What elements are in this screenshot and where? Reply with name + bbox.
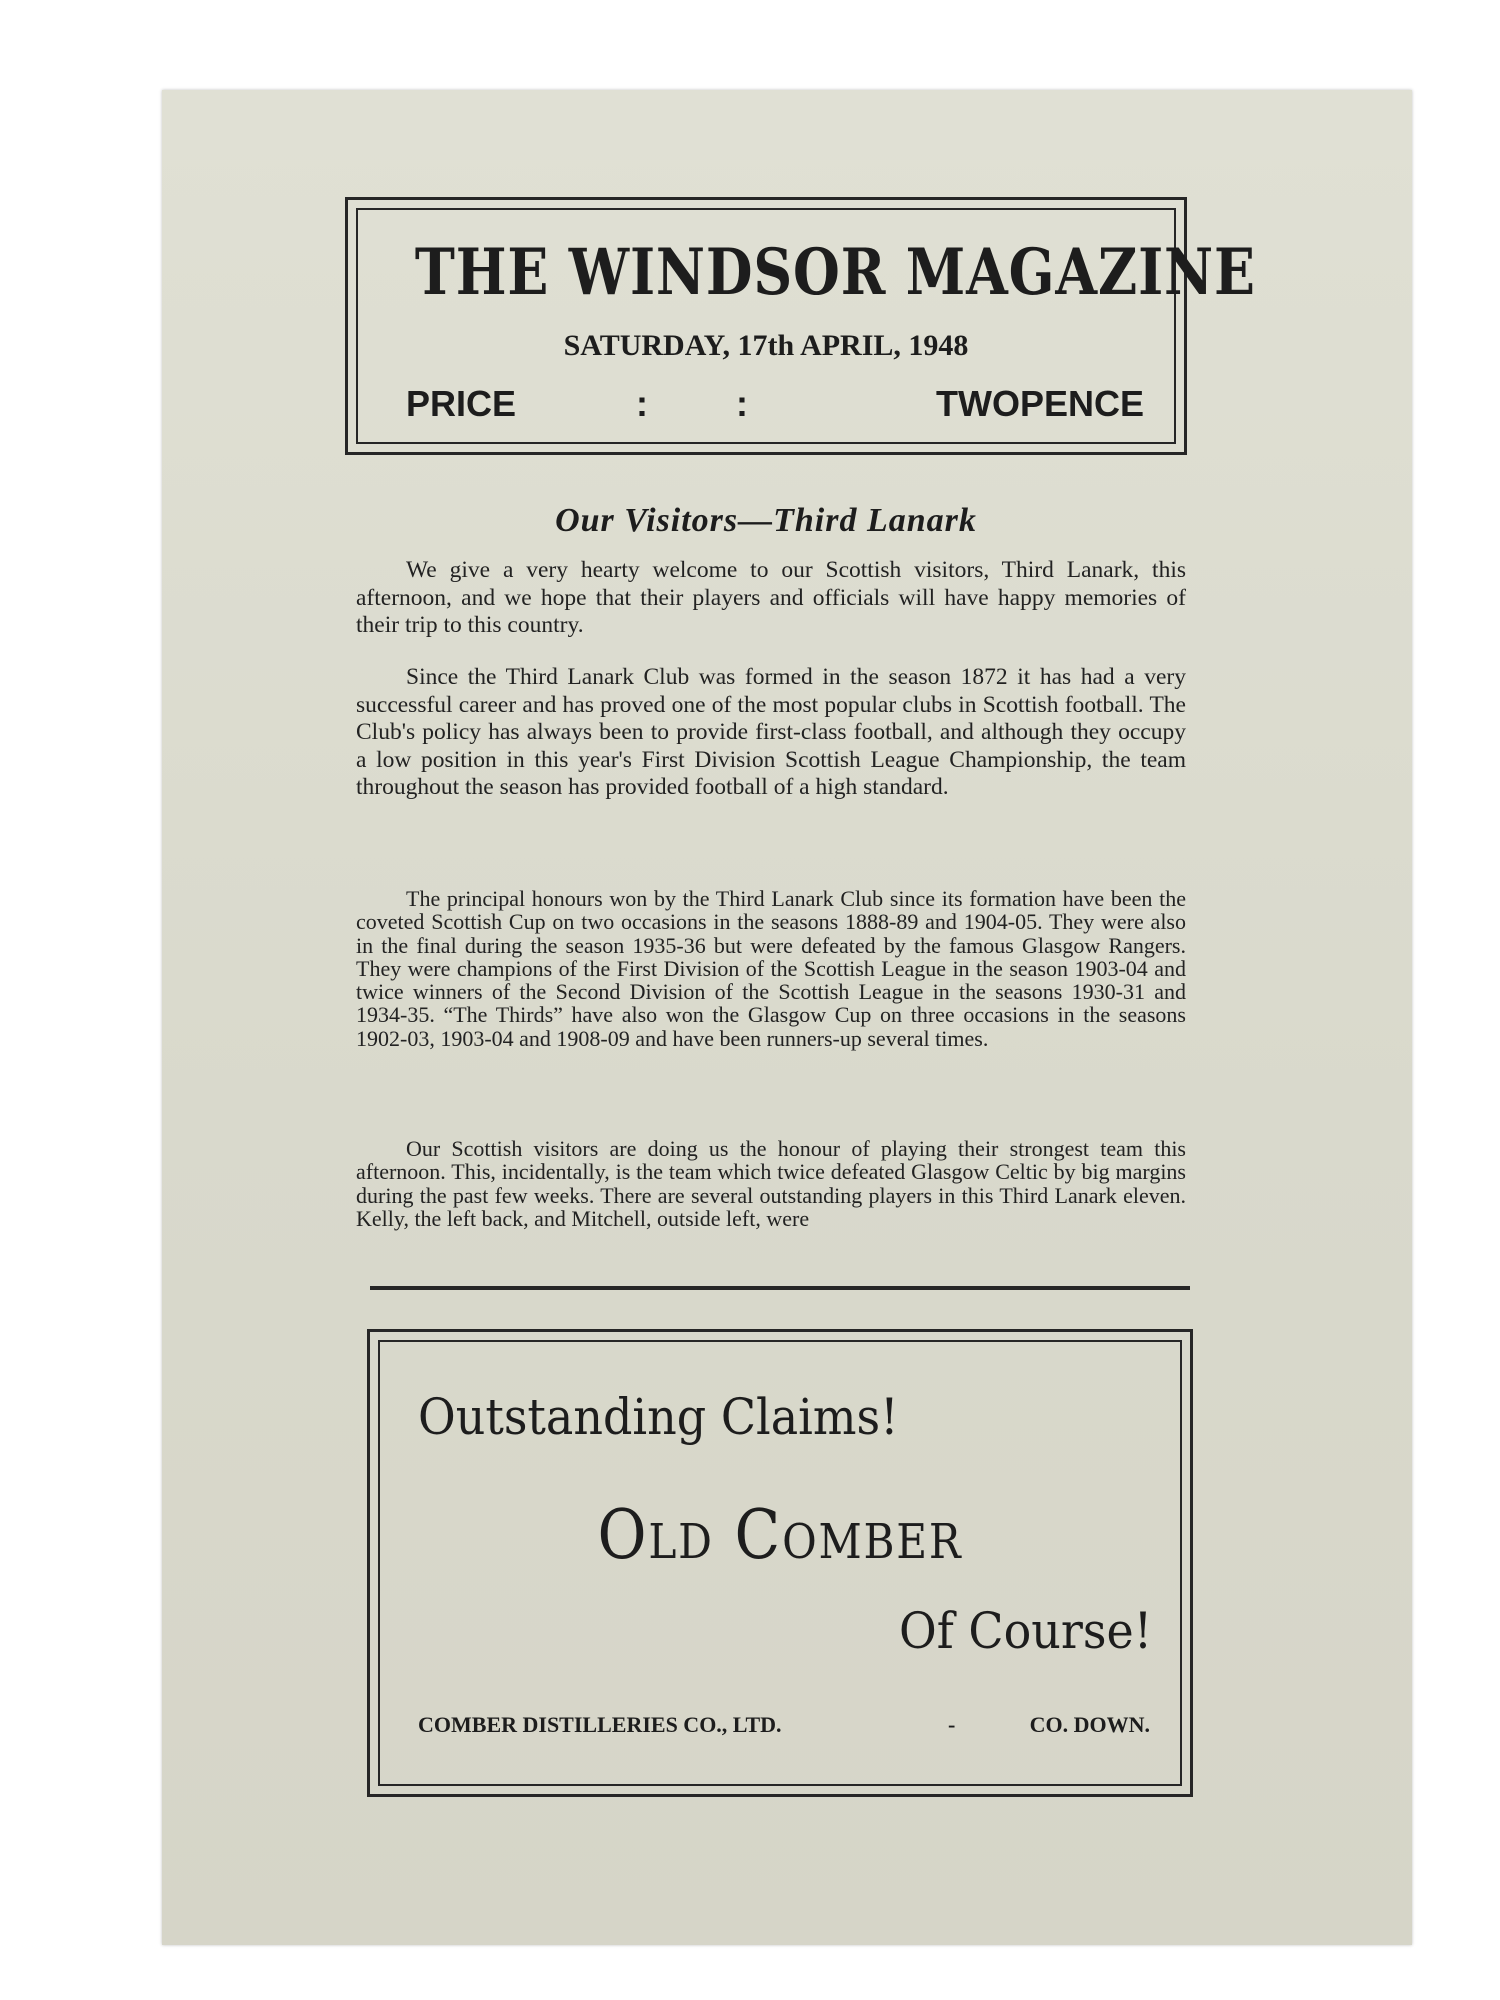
- article-paragraph-2: Since the Third Lanark Club was formed in the season 1872 it has had a very successful career and has proved one of the most popular clubs in Scottish football. The Club's policy has always been to provide first-class football, and although they occupy a low position in this year's First Division Scottish League Championship, the team throughout the season has provided football of a high standard.: [356, 664, 1186, 800]
- masthead-box: [345, 197, 1256, 455]
- issue-date: SATURDAY, 17th APRIL, 1948: [563, 329, 969, 362]
- advert-company: COMBER DISTILLERIES CO., LTD.: [418, 1712, 782, 1737]
- advert-tagline: Of Course!: [898, 1602, 1152, 1660]
- advert-headline: Outstanding Claims!: [418, 1388, 899, 1446]
- price-value: TWOPENCE: [935, 383, 1144, 424]
- section-divider: [370, 1286, 1190, 1290]
- advert-location: CO. DOWN.: [1029, 1712, 1150, 1737]
- magazine-title: THE WINDSOR MAGAZINE: [414, 235, 1256, 310]
- article-heading: Our Visitors—Third Lanark: [555, 502, 977, 539]
- advert-separator: -: [948, 1712, 956, 1737]
- price-separator-1: :: [636, 383, 648, 424]
- article-paragraph-4: Our Scottish visitors are doing us the honour of playing their strongest team this afternoon. This, incidentally, is the team which twice defeated Glasgow Celtic by big margins during the past few weeks. There are several outstanding players in this Third Lanark eleven. Kelly, the left back, and Mitchell, outside left, were: [356, 1136, 1186, 1231]
- article-paragraph-1: We give a very hearty welcome to our Scottish visitors, Third Lanark, this afternoon, and we hope that their players and officials will have happy memories of their trip to this country.: [356, 557, 1186, 638]
- price-label: PRICE: [406, 383, 517, 424]
- advert-brand: Old Comber: [597, 1496, 963, 1575]
- article-paragraph-3: The principal honours won by the Third Lanark Club since its formation have been the coveted Scottish Cup on two occasions in the seasons 1888-89 and 1904-05. They were also in the final during the season 1935-36 but were defeated by the famous Glasgow Rangers. They were champions of the First Division of the Scottish League in the season 1903-04 and twice winners of the Second Division of the Scottish League in the seasons 1930-31 and 1934-35. “The Thirds” have also won the Glasgow Cup on three occasions in the seasons 1902-03, 1903-04 and 1908-09 and have been runners-up several times.: [356, 886, 1186, 1051]
- price-separator-2: :: [736, 383, 748, 424]
- advert-box: [367, 1329, 1193, 1797]
